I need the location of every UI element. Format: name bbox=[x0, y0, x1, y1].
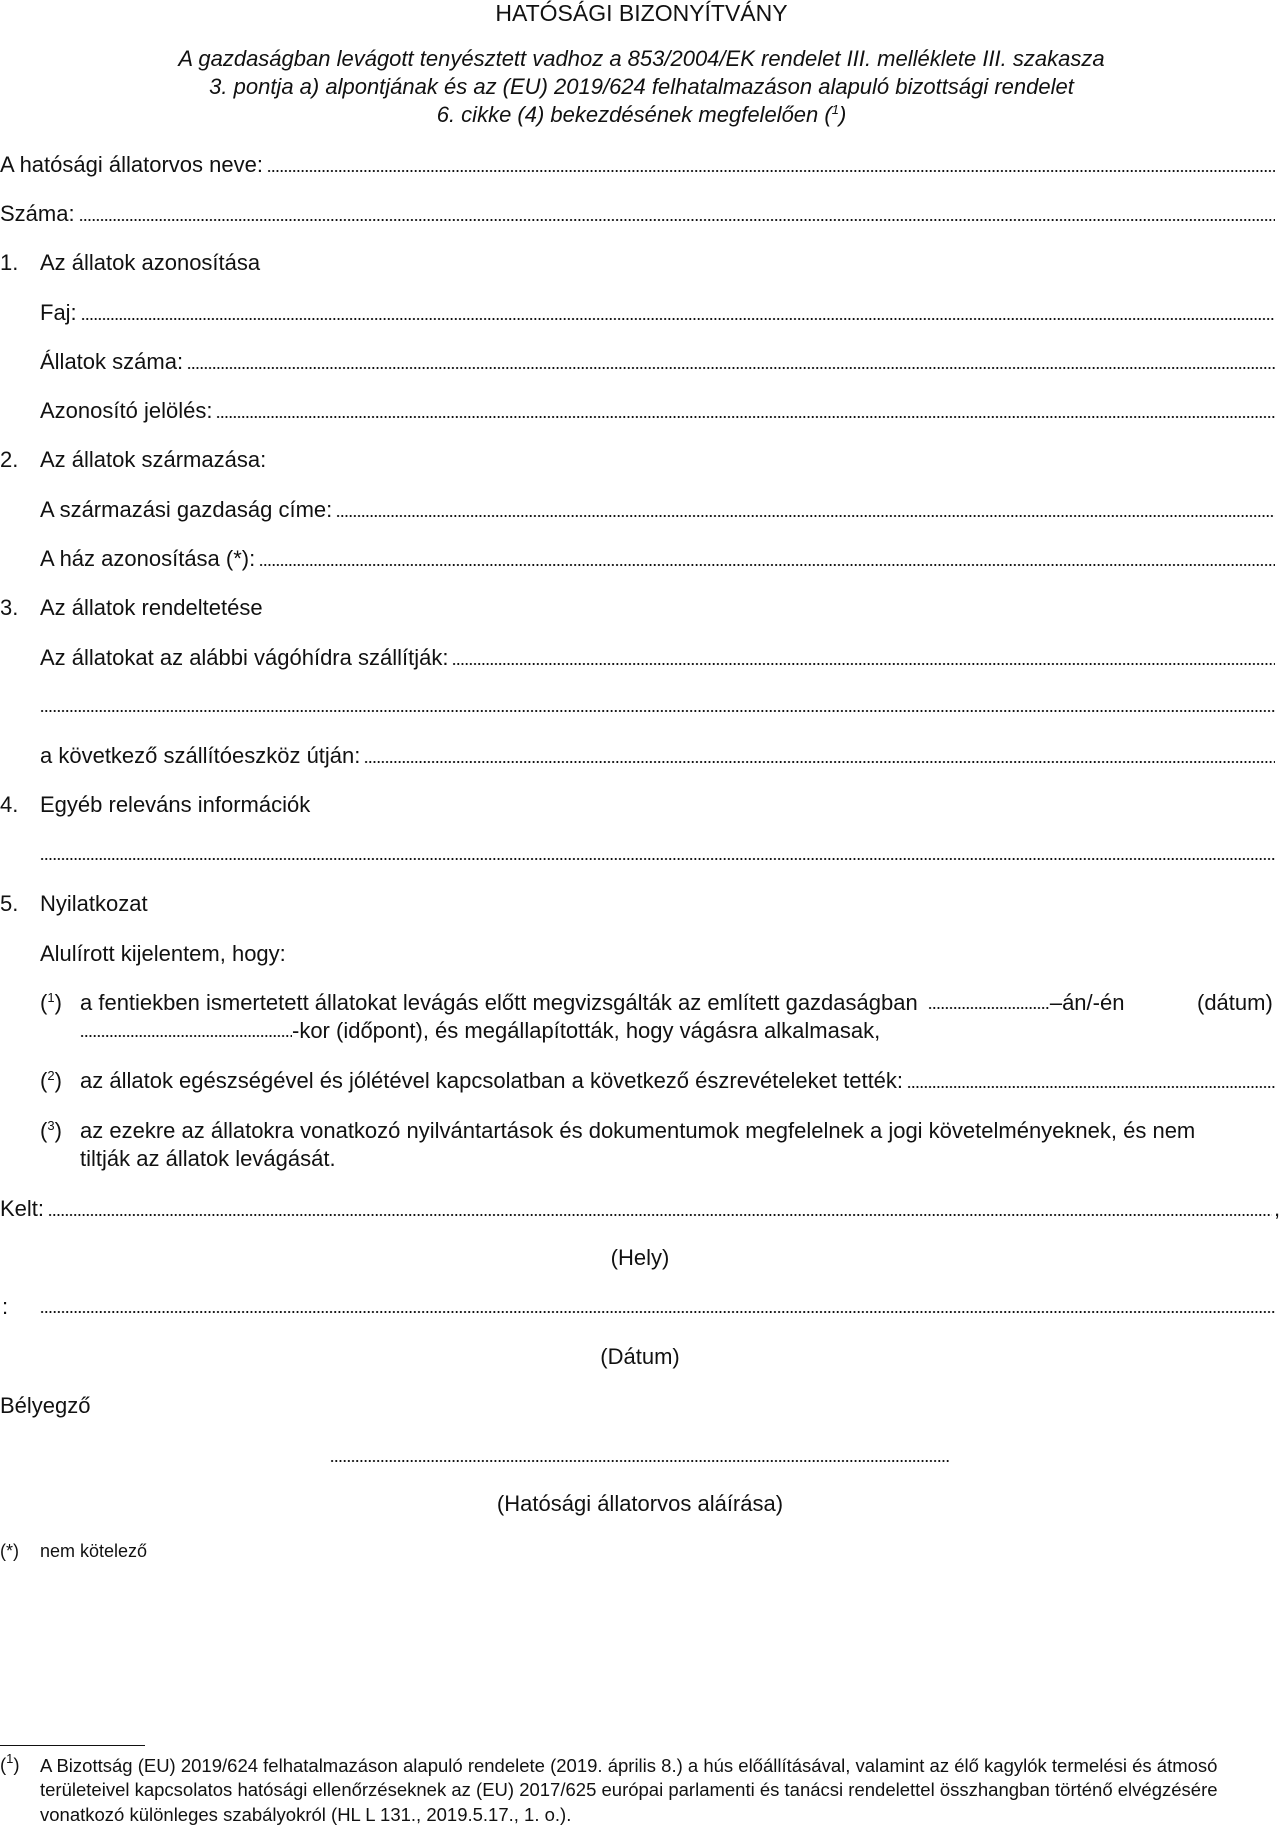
other-info-dots[interactable] bbox=[40, 857, 1275, 861]
house-id-dots[interactable] bbox=[259, 563, 1275, 567]
section-2-heading: Az állatok származása: bbox=[40, 447, 267, 472]
optional-text: nem kötelező bbox=[40, 1541, 148, 1561]
signature-dots[interactable] bbox=[330, 1459, 950, 1463]
observations-label: az állatok egészségével és jólétével kapcsolatban a következő észrevételeket tették: bbox=[80, 1068, 904, 1093]
species-dots[interactable] bbox=[81, 317, 1275, 321]
item-1-line-1: a fentiekben ismertetett állatokat levágás előtt megvizsgálták az említett gazdaságban –án/-én bbox=[80, 990, 1125, 1015]
section-1-number: 1. bbox=[0, 250, 19, 275]
item-3-line-1: az ezekre az állatokra vonatkozó nyilvántartások és dokumentumok megfelelnek a jogi követelményeknek, és nem bbox=[80, 1118, 1196, 1143]
section-1-heading: Az állatok azonosítása bbox=[40, 250, 261, 275]
house-id-label: A ház azonosítása (*): bbox=[40, 546, 256, 571]
item-3-line-2: tiltják az állatok levágását. bbox=[80, 1146, 336, 1171]
place-dots[interactable] bbox=[48, 1213, 1272, 1217]
slaughterhouse-field[interactable] bbox=[40, 645, 1275, 671]
date-dots[interactable] bbox=[40, 1310, 1275, 1314]
page-title: HATÓSÁGI BIZONYÍTVÁNY bbox=[495, 0, 788, 26]
number-field[interactable] bbox=[0, 201, 1275, 227]
footnote-mark: ($^1$) bbox=[0, 1751, 20, 1775]
slaughterhouse-label: Az állatokat az alábbi vágóhídra szállítják: bbox=[40, 645, 449, 670]
kelt-label: Kelt: bbox=[0, 1196, 45, 1221]
species-field[interactable] bbox=[40, 300, 1275, 326]
item-3-mark: ($^3$) bbox=[40, 1118, 62, 1143]
number-label: Száma: bbox=[0, 201, 75, 226]
subtitle-line-3: 6. cikke (4) bekezdésének megfelelően ($^1$) bbox=[436, 102, 847, 127]
optional-mark: (*) bbox=[0, 1541, 19, 1561]
subtitle-line-1: A gazdaságban levágott tenyésztett vadhoz a 853/2004/EK rendelet III. melléklete III. szakasza bbox=[178, 46, 1105, 71]
section-3-heading: Az állatok rendeltetése bbox=[40, 595, 263, 620]
id-mark-label: Azonosító jelölés: bbox=[40, 398, 213, 423]
section-4-number: 4. bbox=[0, 792, 19, 817]
house-id-field[interactable] bbox=[40, 546, 1275, 572]
date-colon: : bbox=[2, 1294, 9, 1319]
place-caption: (Hely) bbox=[610, 1245, 670, 1270]
transport-field[interactable] bbox=[40, 743, 1275, 769]
animal-count-dots[interactable] bbox=[187, 366, 1275, 370]
subtitle-footnote-ref[interactable]: 1 bbox=[831, 102, 839, 117]
item-1-date-label: (dátum) bbox=[1197, 990, 1273, 1015]
footnote-separator bbox=[0, 1745, 145, 1746]
vet-name-dots[interactable] bbox=[267, 169, 1275, 173]
slaughterhouse-dots[interactable] bbox=[452, 662, 1275, 666]
id-mark-field[interactable] bbox=[40, 398, 1275, 424]
item-2-mark: ($^2$) bbox=[40, 1068, 62, 1093]
subtitle-line-2: 3. pontja a) alpontjának és az (EU) 2019/624 felhatalmazáson alapuló bizottsági rendelet bbox=[209, 74, 1074, 99]
transport-label: a következő szállítóeszköz útján: bbox=[40, 743, 361, 768]
observations-field[interactable] bbox=[80, 1068, 1275, 1094]
animal-count-field[interactable] bbox=[40, 349, 1275, 375]
origin-address-dots[interactable] bbox=[336, 514, 1275, 518]
place-field[interactable] bbox=[0, 1196, 1272, 1222]
stamp-label: Bélyegző bbox=[0, 1393, 91, 1418]
observations-dots[interactable] bbox=[907, 1085, 1275, 1089]
vet-name-field[interactable] bbox=[0, 152, 1275, 178]
id-mark-dots[interactable] bbox=[216, 415, 1275, 419]
transport-dots[interactable] bbox=[364, 760, 1275, 764]
section-5-heading: Nyilatkozat bbox=[40, 891, 148, 916]
section-2-number: 2. bbox=[0, 447, 19, 472]
exam-time-dots[interactable] bbox=[80, 1034, 292, 1038]
date-caption: (Dátum) bbox=[600, 1344, 680, 1369]
section-5-number: 5. bbox=[0, 891, 19, 916]
signature-caption: (Hatósági állatorvos aláírása) bbox=[496, 1491, 784, 1516]
slaughterhouse-dots-line-2[interactable] bbox=[40, 709, 1275, 713]
exam-date-dots[interactable] bbox=[928, 1006, 1050, 1010]
item-1-line-2: -kor (időpont), és megállapították, hogy vágásra alkalmasak, bbox=[80, 1018, 880, 1044]
origin-address-label: A származási gazdaság címe: bbox=[40, 497, 333, 522]
species-label: Faj: bbox=[40, 300, 77, 325]
section-4-heading: Egyéb releváns információk bbox=[40, 792, 311, 817]
item-1-mark: ($^1$) bbox=[40, 990, 62, 1015]
kelt-comma: , bbox=[1274, 1196, 1281, 1221]
vet-name-label: A hatósági állatorvos neve: bbox=[0, 152, 263, 177]
declaration-intro: Alulírott kijelentem, hogy: bbox=[40, 941, 286, 966]
section-3-number: 3. bbox=[0, 595, 19, 620]
footnote-text: A Bizottság (EU) 2019/624 felhatalmazáson alapuló rendelete (2019. április 8.) a hús előállításával, valamint az élő kagylók termelési és átmosó területeivel kapcsolatos hatósági ellenőrzéseknek az (EU) 2017/625 európai parlamenti és tanácsi rendelettel összhangban történő elvégzésére vonatkozó különleges szabályokról (HL L 131., 2019.5.17., 1. o.). bbox=[40, 1755, 1218, 1825]
animal-count-label: Állatok száma: bbox=[40, 349, 184, 374]
number-dots[interactable] bbox=[79, 218, 1275, 222]
origin-address-field[interactable] bbox=[40, 497, 1275, 523]
